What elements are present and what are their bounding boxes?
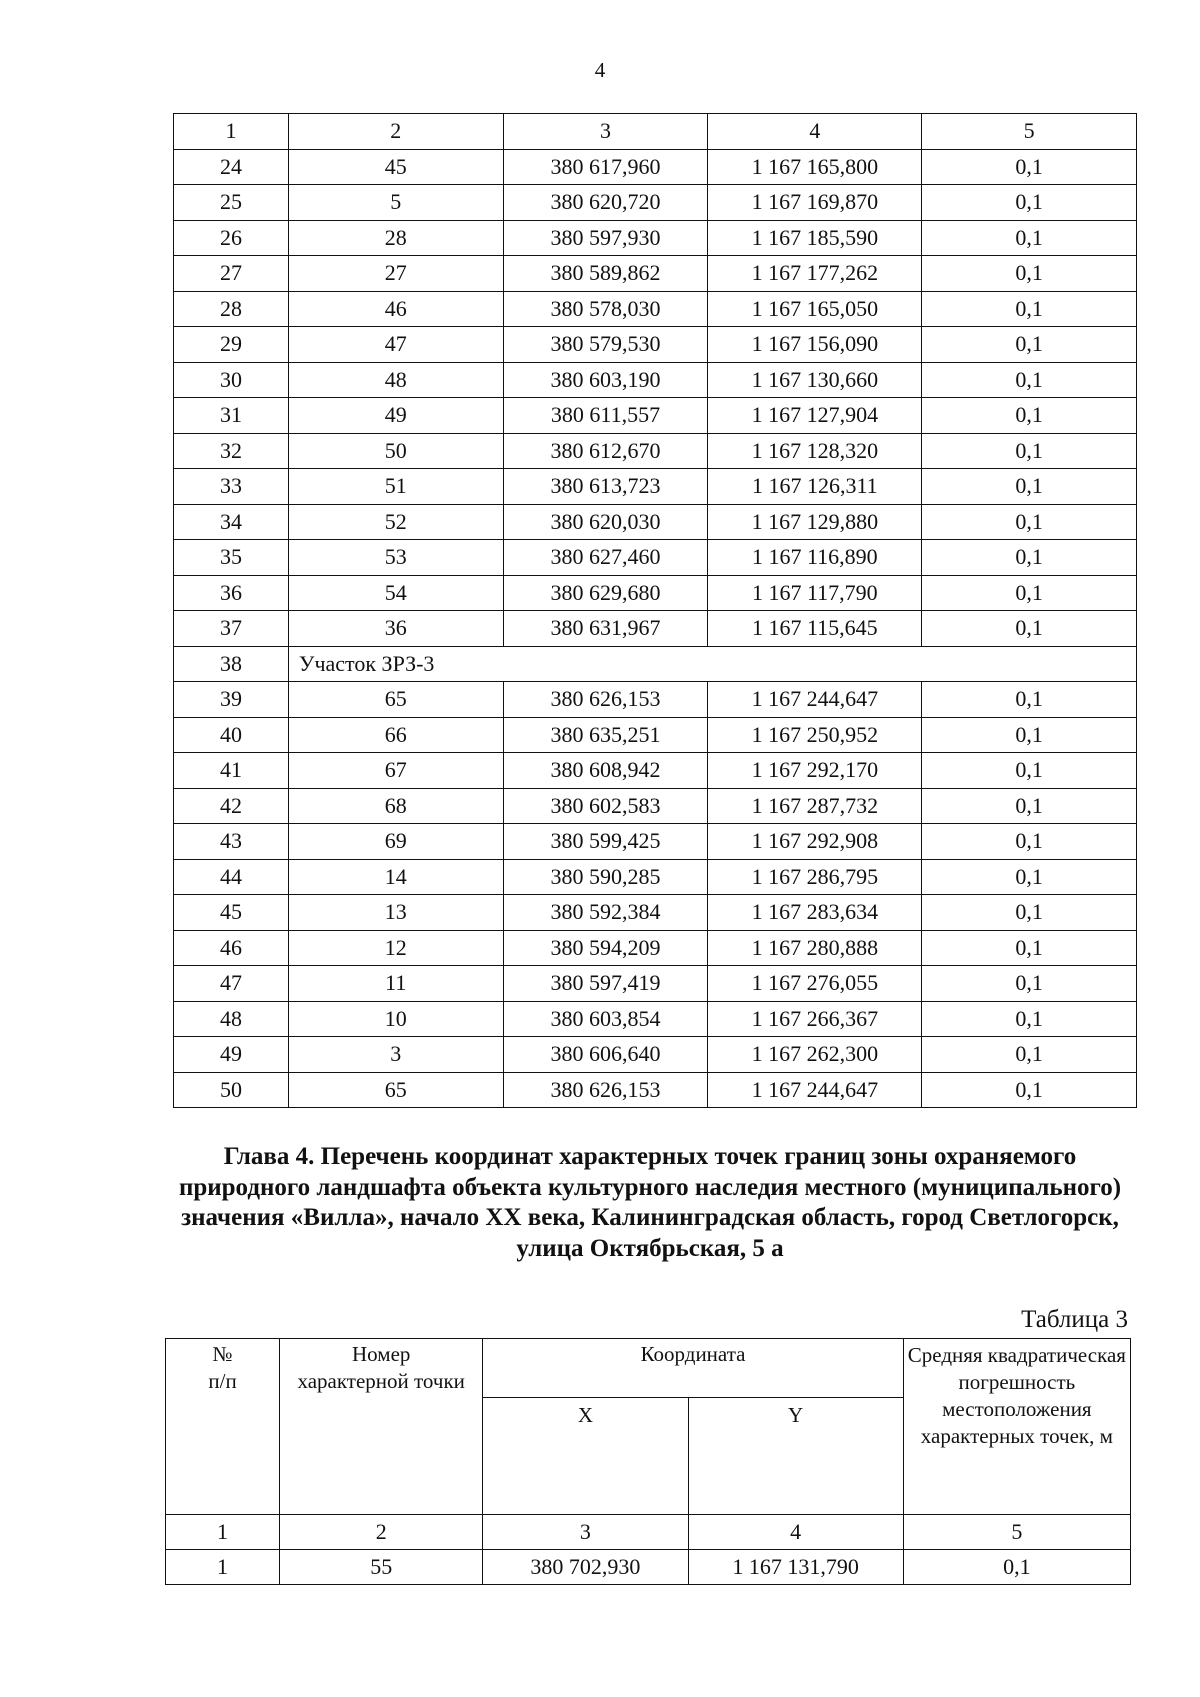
- table-row: [174, 753, 1137, 789]
- header-point-line2: характерной точки: [297, 1369, 465, 1393]
- table-row: [174, 433, 1137, 469]
- coordinate-y: 1 167 292,908: [708, 824, 922, 860]
- table-row: [174, 966, 1137, 1002]
- column-number: 5: [922, 114, 1137, 150]
- coordinate-y: 1 167 244,647: [708, 682, 922, 718]
- coordinate-y: 1 167 250,952: [708, 717, 922, 753]
- coordinate-x: 380 617,960: [503, 149, 708, 185]
- error-value: 0,1: [922, 895, 1137, 931]
- coordinate-y: 1 167 165,800: [708, 149, 922, 185]
- point-number: 5: [288, 185, 503, 221]
- error-value: 0,1: [922, 149, 1137, 185]
- table-row: [166, 1550, 1131, 1585]
- coordinate-x: 380 608,942: [503, 753, 708, 789]
- coordinate-x: 380 606,640: [503, 1037, 708, 1073]
- table-row: [174, 682, 1137, 718]
- point-number: 28: [288, 220, 503, 256]
- point-number: 12: [288, 930, 503, 966]
- coordinates-table-continued: [173, 113, 1137, 1108]
- coordinate-y: 1 167 127,904: [708, 398, 922, 434]
- column-number: 3: [503, 114, 708, 150]
- error-value: 0,1: [922, 788, 1137, 824]
- row-number: 46: [174, 930, 289, 966]
- row-number: 36: [174, 575, 289, 611]
- row-number: 29: [174, 327, 289, 363]
- coordinate-x: 380 620,720: [503, 185, 708, 221]
- column-number: 2: [280, 1515, 483, 1550]
- error-value: 0,1: [922, 433, 1137, 469]
- table-row: [174, 185, 1137, 221]
- coordinate-y: 1 167 130,660: [708, 362, 922, 398]
- coordinate-y: 1 167 129,880: [708, 504, 922, 540]
- point-number: 50: [288, 433, 503, 469]
- coordinate-x: 380 626,153: [503, 682, 708, 718]
- coordinate-x: 380 590,285: [503, 859, 708, 895]
- coordinate-y: 1 167 244,647: [708, 1072, 922, 1108]
- table-row: [174, 1037, 1137, 1073]
- error-value: 0,1: [922, 930, 1137, 966]
- row-number: 48: [174, 1001, 289, 1037]
- section-row: [174, 646, 1137, 682]
- row-number: 47: [174, 966, 289, 1002]
- row-number: 45: [174, 895, 289, 931]
- coordinate-y: 1 167 185,590: [708, 220, 922, 256]
- table-row: [174, 327, 1137, 363]
- coordinate-x: 380 579,530: [503, 327, 708, 363]
- error-value: 0,1: [922, 824, 1137, 860]
- error-value: 0,1: [922, 398, 1137, 434]
- coordinate-x: 380 599,425: [503, 824, 708, 860]
- error-value: 0,1: [922, 362, 1137, 398]
- row-number: 49: [174, 1037, 289, 1073]
- header-y: Y: [688, 1398, 903, 1515]
- chapter-title: Глава 4. Перечень координат характерных точек границ зоны охраняемого природного ландшафта объекта культурного наследия местного (муниципального) значения «Вилла», начало XX века, Калининградская область, город Светлогорск, улица Октябрьская, 5 а: [178, 1143, 1122, 1262]
- table-row: [174, 1072, 1137, 1108]
- error-value: 0,1: [922, 504, 1137, 540]
- column-number-row: [174, 114, 1137, 150]
- row-number: 37: [174, 611, 289, 647]
- error-value: 0,1: [922, 256, 1137, 292]
- point-number: 53: [288, 540, 503, 576]
- coordinate-y: 1 167 128,320: [708, 433, 922, 469]
- point-number: 66: [288, 717, 503, 753]
- row-number: 25: [174, 185, 289, 221]
- point-number: 13: [288, 895, 503, 931]
- table-row: [174, 469, 1137, 505]
- row-number: 1: [166, 1550, 280, 1585]
- error-value: 0,1: [922, 1072, 1137, 1108]
- coordinate-x: 380 594,209: [503, 930, 708, 966]
- error-value: 0,1: [922, 185, 1137, 221]
- row-number: 50: [174, 1072, 289, 1108]
- row-number: 33: [174, 469, 289, 505]
- error-value: 0,1: [922, 291, 1137, 327]
- coordinate-x: 380 611,557: [503, 398, 708, 434]
- row-number: 42: [174, 788, 289, 824]
- coordinate-y: 1 167 286,795: [708, 859, 922, 895]
- column-number: 1: [166, 1515, 280, 1550]
- table-label: Таблица 3: [1021, 1306, 1128, 1333]
- point-number: 68: [288, 788, 503, 824]
- table-row: [174, 256, 1137, 292]
- table-row: [174, 291, 1137, 327]
- error-value: 0,1: [922, 540, 1137, 576]
- coordinate-y: 1 167 131,790: [688, 1550, 903, 1585]
- error-value: 0,1: [922, 966, 1137, 1002]
- table-row: [174, 540, 1137, 576]
- error-value: 0,1: [922, 753, 1137, 789]
- coordinate-x: 380 578,030: [503, 291, 708, 327]
- coordinate-y: 1 167 126,311: [708, 469, 922, 505]
- point-number: 11: [288, 966, 503, 1002]
- error-value: 0,1: [903, 1550, 1130, 1585]
- error-value: 0,1: [922, 859, 1137, 895]
- row-number: 31: [174, 398, 289, 434]
- coordinate-x: 380 626,153: [503, 1072, 708, 1108]
- header-x: X: [483, 1398, 688, 1515]
- section-title: Участок ЗРЗ-3: [288, 646, 1136, 682]
- row-number: 40: [174, 717, 289, 753]
- table-row: [174, 859, 1137, 895]
- header-number: [166, 1339, 280, 1515]
- coordinate-x: 380 627,460: [503, 540, 708, 576]
- header-number-line2: п/п: [208, 1369, 237, 1393]
- header-point-line1: Номер: [352, 1342, 411, 1366]
- error-value: 0,1: [922, 575, 1137, 611]
- coordinate-y: 1 167 280,888: [708, 930, 922, 966]
- table-row: [174, 220, 1137, 256]
- column-number: 2: [288, 114, 503, 150]
- error-value: 0,1: [922, 220, 1137, 256]
- header-error: Средняя квадратическая погрешность местоположения характерных точек, м: [903, 1339, 1130, 1515]
- row-number: 27: [174, 256, 289, 292]
- header-point: [280, 1339, 483, 1515]
- point-number: 49: [288, 398, 503, 434]
- coordinate-x: 380 603,854: [503, 1001, 708, 1037]
- coordinate-x: 380 597,930: [503, 220, 708, 256]
- point-number: 52: [288, 504, 503, 540]
- table-row: [174, 149, 1137, 185]
- row-number: 26: [174, 220, 289, 256]
- coordinate-y: 1 167 169,870: [708, 185, 922, 221]
- coordinate-x: 380 612,670: [503, 433, 708, 469]
- coordinate-y: 1 167 292,170: [708, 753, 922, 789]
- table-row: [174, 717, 1137, 753]
- table-row: [174, 930, 1137, 966]
- table-row: [174, 1001, 1137, 1037]
- row-number: 28: [174, 291, 289, 327]
- point-number: 55: [280, 1550, 483, 1585]
- point-number: 45: [288, 149, 503, 185]
- point-number: 65: [288, 682, 503, 718]
- coordinate-y: 1 167 116,890: [708, 540, 922, 576]
- point-number: 67: [288, 753, 503, 789]
- coordinate-x: 380 635,251: [503, 717, 708, 753]
- table-row: [174, 504, 1137, 540]
- coordinate-y: 1 167 276,055: [708, 966, 922, 1002]
- row-number: 30: [174, 362, 289, 398]
- page-number: 4: [594, 58, 606, 82]
- point-number: 51: [288, 469, 503, 505]
- coordinates-table-3-body: [166, 1339, 1131, 1585]
- row-number: 35: [174, 540, 289, 576]
- row-number: 43: [174, 824, 289, 860]
- column-number: 4: [708, 114, 922, 150]
- coordinate-y: 1 167 262,300: [708, 1037, 922, 1073]
- column-number: 5: [903, 1515, 1130, 1550]
- point-number: 36: [288, 611, 503, 647]
- table-row: [174, 362, 1137, 398]
- point-number: 46: [288, 291, 503, 327]
- coordinate-y: 1 167 156,090: [708, 327, 922, 363]
- error-value: 0,1: [922, 469, 1137, 505]
- point-number: 10: [288, 1001, 503, 1037]
- error-value: 0,1: [922, 717, 1137, 753]
- header-number-line1: №: [212, 1342, 233, 1366]
- coordinate-y: 1 167 177,262: [708, 256, 922, 292]
- coordinate-x: 380 597,419: [503, 966, 708, 1002]
- coordinates-table-body: [174, 114, 1137, 1108]
- coordinate-x: 380 620,030: [503, 504, 708, 540]
- row-number: 39: [174, 682, 289, 718]
- column-number: 3: [483, 1515, 688, 1550]
- coordinate-y: 1 167 115,645: [708, 611, 922, 647]
- error-value: 0,1: [922, 1037, 1137, 1073]
- error-value: 0,1: [922, 327, 1137, 363]
- point-number: 14: [288, 859, 503, 895]
- coordinate-y: 1 167 266,367: [708, 1001, 922, 1037]
- coordinate-x: 380 629,680: [503, 575, 708, 611]
- row-number: 32: [174, 433, 289, 469]
- row-number: 41: [174, 753, 289, 789]
- coordinates-table-3: [165, 1338, 1131, 1585]
- row-number: 44: [174, 859, 289, 895]
- coordinate-y: 1 167 287,732: [708, 788, 922, 824]
- table-row: [174, 788, 1137, 824]
- point-number: 3: [288, 1037, 503, 1073]
- row-number: 38: [174, 646, 289, 682]
- table-row: [174, 611, 1137, 647]
- point-number: 69: [288, 824, 503, 860]
- row-number: 34: [174, 504, 289, 540]
- point-number: 48: [288, 362, 503, 398]
- coordinate-x: 380 592,384: [503, 895, 708, 931]
- point-number: 65: [288, 1072, 503, 1108]
- table-row: [174, 398, 1137, 434]
- coordinate-x: 380 613,723: [503, 469, 708, 505]
- error-value: 0,1: [922, 682, 1137, 718]
- table-row: [174, 824, 1137, 860]
- column-number-row: [166, 1515, 1131, 1550]
- error-value: 0,1: [922, 611, 1137, 647]
- coordinate-x: 380 602,583: [503, 788, 708, 824]
- coordinate-y: 1 167 117,790: [708, 575, 922, 611]
- coordinate-x: 380 631,967: [503, 611, 708, 647]
- coordinate-x: 380 603,190: [503, 362, 708, 398]
- table-row: [174, 895, 1137, 931]
- coordinate-x: 380 589,862: [503, 256, 708, 292]
- coordinate-x: 380 702,930: [483, 1550, 688, 1585]
- error-value: 0,1: [922, 1001, 1137, 1037]
- column-number: 4: [688, 1515, 903, 1550]
- point-number: 27: [288, 256, 503, 292]
- point-number: 54: [288, 575, 503, 611]
- header-row: [166, 1339, 1131, 1398]
- header-coordinate: Координата: [483, 1339, 903, 1398]
- column-number: 1: [174, 114, 289, 150]
- point-number: 47: [288, 327, 503, 363]
- table-row: [174, 575, 1137, 611]
- coordinate-y: 1 167 165,050: [708, 291, 922, 327]
- coordinate-y: 1 167 283,634: [708, 895, 922, 931]
- row-number: 24: [174, 149, 289, 185]
